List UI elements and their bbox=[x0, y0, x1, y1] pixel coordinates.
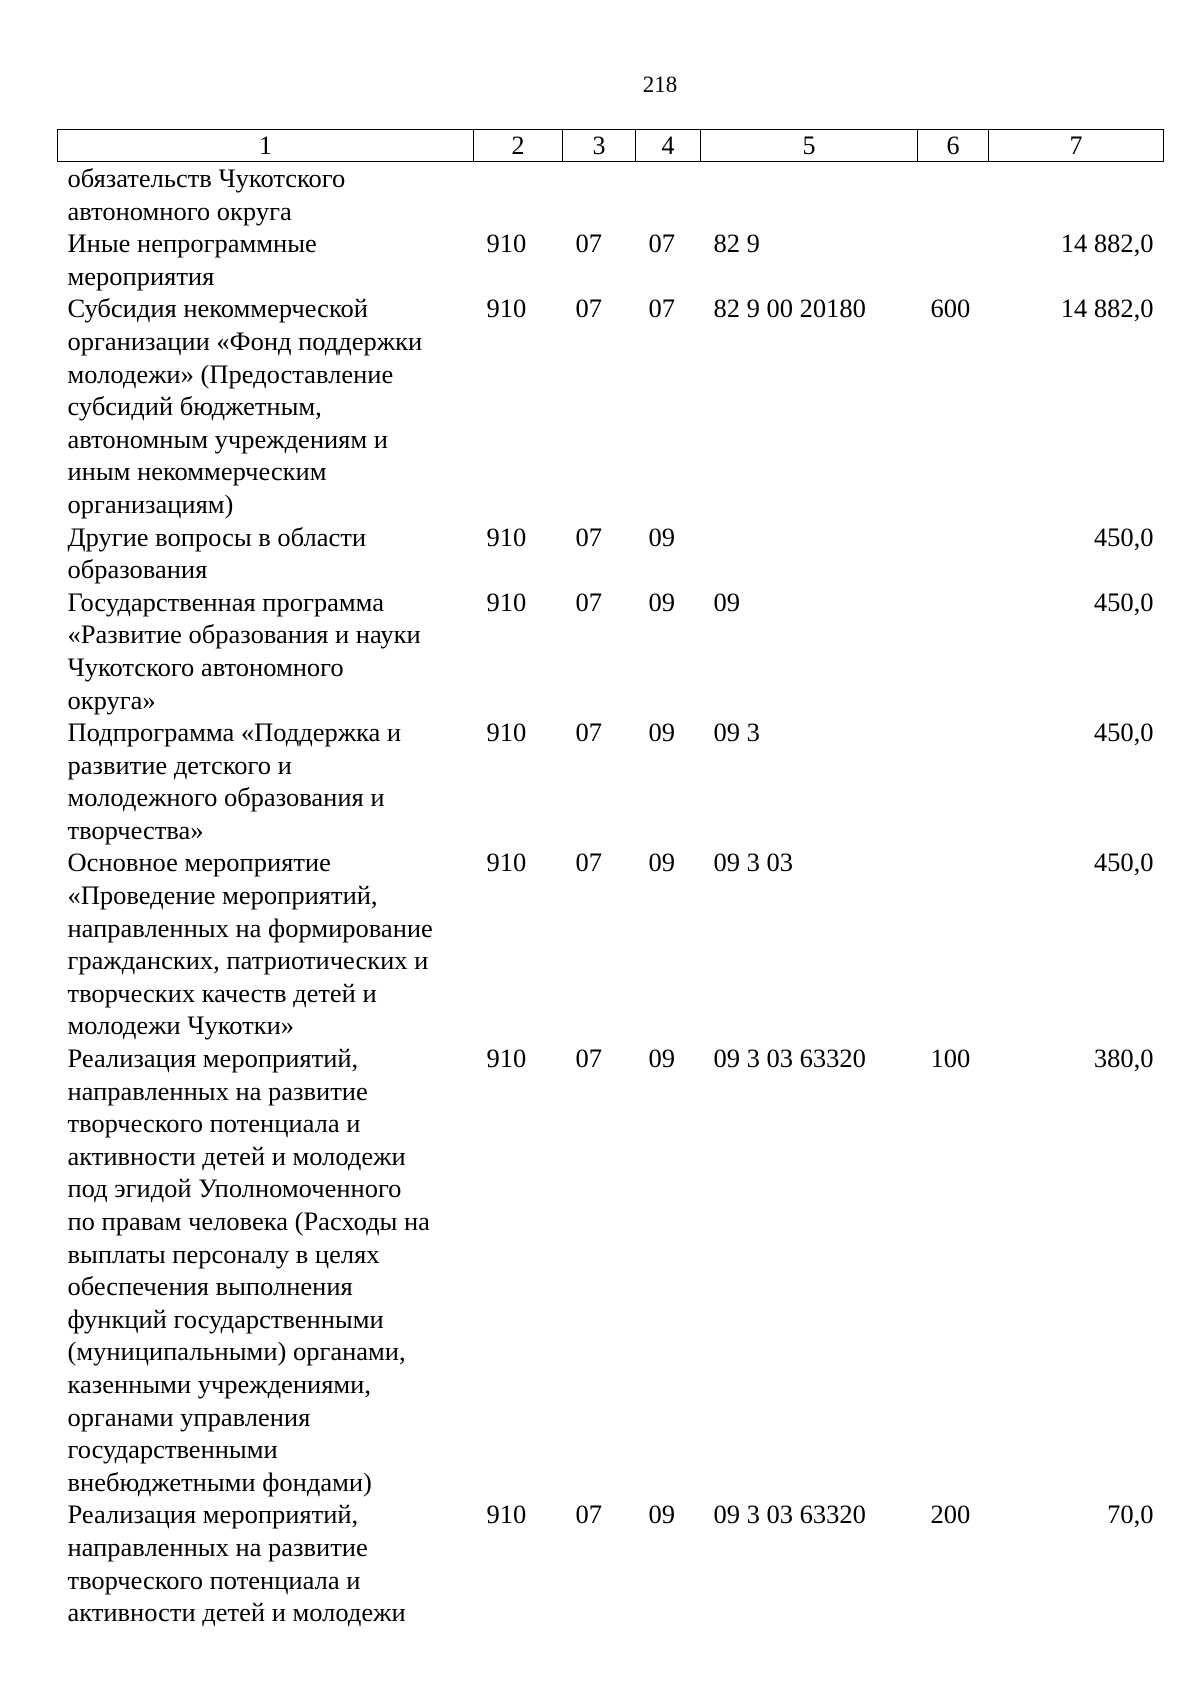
row-name: Иные непрограммные мероприятия bbox=[67, 228, 317, 291]
row-name: Государственная программа «Развитие образования и науки Чукотского автономного округа» bbox=[67, 586, 421, 715]
row-target-article: 09 3 bbox=[713, 717, 760, 748]
header-col-3: 3 bbox=[563, 130, 636, 162]
row-name: Субсидия некоммерческой организации «Фонд поддержки молодежи» (Предоставление субсидий бюджетным, автономным учреждениям и иным некоммерческим организациям) bbox=[67, 293, 423, 519]
row-target-article: 09 3 03 63320 bbox=[713, 1043, 866, 1074]
row-amount: 380,0 bbox=[1093, 1043, 1154, 1074]
row-subsection-code: 09 bbox=[648, 586, 675, 617]
row-section-code bbox=[563, 162, 636, 228]
table-row bbox=[58, 521, 1164, 586]
row-subsection-code bbox=[636, 162, 701, 228]
row-expense-type bbox=[918, 716, 989, 846]
header-col-5: 5 bbox=[701, 130, 918, 162]
row-section-code: 07 bbox=[575, 586, 602, 617]
row-ministry-code: 910 bbox=[486, 1499, 527, 1530]
row-ministry-code: 910 bbox=[486, 1043, 527, 1074]
row-section-code: 07 bbox=[575, 847, 602, 878]
row-target-article: 09 bbox=[713, 586, 740, 617]
row-expense-type: 100 bbox=[930, 1043, 971, 1074]
row-name: Основное мероприятие «Проведение мероприятий, направленных на формирование гражданских, патриотических и творческих качеств детей и молодежи Чукотки» bbox=[67, 847, 433, 1041]
table-row bbox=[58, 1042, 1164, 1498]
page-number: 218 bbox=[642, 72, 678, 97]
row-amount bbox=[989, 162, 1164, 228]
row-target-article: 82 9 bbox=[713, 228, 760, 259]
row-subsection-code: 07 bbox=[648, 228, 675, 259]
table-row bbox=[58, 162, 1164, 228]
header-col-7: 7 bbox=[989, 130, 1164, 162]
table-row bbox=[58, 586, 1164, 716]
row-amount: 450,0 bbox=[1093, 586, 1154, 617]
row-expense-type: 600 bbox=[930, 293, 971, 324]
row-ministry-code: 910 bbox=[486, 521, 527, 552]
table-row bbox=[58, 846, 1164, 1042]
table-row bbox=[58, 716, 1164, 846]
row-subsection-code: 09 bbox=[648, 1499, 675, 1530]
row-section-code: 07 bbox=[575, 521, 602, 552]
row-expense-type bbox=[918, 586, 989, 716]
row-target-article bbox=[701, 521, 918, 586]
row-name: обязательств Чукотского автономного округа bbox=[67, 163, 346, 226]
row-amount: 14 882,0 bbox=[1060, 228, 1154, 259]
row-subsection-code: 07 bbox=[648, 293, 675, 324]
row-section-code: 07 bbox=[575, 228, 602, 259]
header-col-1: 1 bbox=[58, 130, 474, 162]
row-target-article: 82 9 00 20180 bbox=[713, 293, 866, 324]
row-expense-type bbox=[918, 227, 989, 292]
row-amount: 70,0 bbox=[1107, 1499, 1154, 1530]
row-amount: 450,0 bbox=[1093, 847, 1154, 878]
header-col-6: 6 bbox=[918, 130, 989, 162]
row-name: Реализация мероприятий, направленных на развитие творческого потенциала и активности детей и молодежи под эгидой Уполномоченного по правам человека (Расходы на выплаты персоналу в целях обеспечения выполнения функций государственными (муниципальными) органами, казенными учреждениями, органами управления государственными внебюджетными фондами) bbox=[67, 1043, 430, 1497]
header-col-4: 4 bbox=[636, 130, 701, 162]
row-name: Подпрограмма «Поддержка и развитие детского и молодежного образования и творчества» bbox=[67, 717, 402, 845]
header-col-2: 2 bbox=[474, 130, 563, 162]
row-target-article bbox=[701, 162, 918, 228]
table-row bbox=[58, 227, 1164, 292]
row-subsection-code: 09 bbox=[648, 717, 675, 748]
row-ministry-code bbox=[474, 162, 563, 228]
row-section-code: 07 bbox=[575, 1499, 602, 1530]
row-expense-type bbox=[918, 162, 989, 228]
row-name: Другие вопросы в области образования bbox=[67, 521, 367, 585]
row-expense-type: 200 bbox=[930, 1499, 971, 1530]
row-ministry-code: 910 bbox=[486, 717, 527, 748]
row-ministry-code: 910 bbox=[486, 847, 527, 878]
row-expense-type bbox=[918, 521, 989, 586]
table-row bbox=[58, 1498, 1164, 1628]
row-name: Реализация мероприятий, направленных на развитие творческого потенциала и активности детей и молодежи bbox=[67, 1499, 406, 1628]
row-section-code: 07 bbox=[575, 1043, 602, 1074]
row-ministry-code: 910 bbox=[486, 586, 527, 617]
row-ministry-code: 910 bbox=[486, 293, 527, 324]
row-subsection-code: 09 bbox=[648, 847, 675, 878]
row-section-code: 07 bbox=[575, 717, 602, 748]
row-section-code: 07 bbox=[575, 293, 602, 324]
budget-table bbox=[57, 129, 1164, 1629]
header-row bbox=[58, 130, 1164, 162]
row-target-article: 09 3 03 bbox=[713, 847, 793, 878]
row-ministry-code: 910 bbox=[486, 228, 527, 259]
table-body bbox=[58, 162, 1164, 1629]
row-subsection-code: 09 bbox=[648, 1043, 675, 1074]
row-expense-type bbox=[918, 846, 989, 1042]
row-amount: 450,0 bbox=[1093, 521, 1154, 552]
table-row bbox=[58, 292, 1164, 520]
row-target-article: 09 3 03 63320 bbox=[713, 1499, 866, 1530]
row-amount: 14 882,0 bbox=[1060, 293, 1154, 324]
row-subsection-code: 09 bbox=[648, 521, 675, 552]
row-amount: 450,0 bbox=[1093, 717, 1154, 748]
